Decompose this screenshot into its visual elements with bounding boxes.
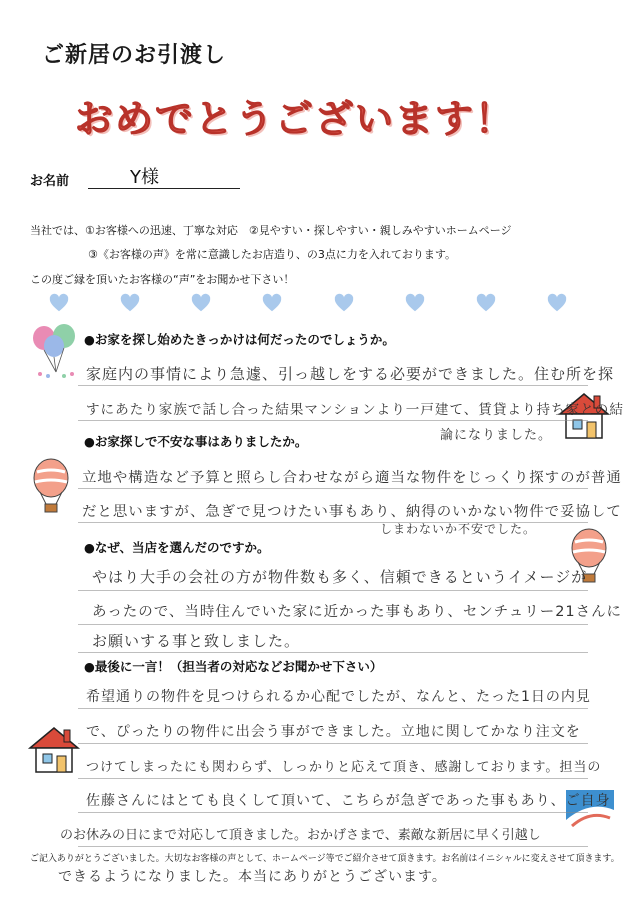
ruled-line — [78, 812, 588, 813]
name-label: お名前 — [30, 174, 70, 189]
ruled-line — [78, 624, 588, 625]
answer-1-line-1: 家庭内の事情により急遽、引っ越しをする必要ができました。住む所を探 — [86, 365, 615, 383]
answer-2-line-2: だと思いますが、急ぎで見つけたい事もあり、納得のいかない物件で妥協して — [82, 504, 622, 520]
house-icon — [26, 722, 82, 778]
answer-4-line-1: 希望通りの物件を見つけられるか心配でしたが、なんと、たった1日の内見 — [86, 689, 591, 705]
question-2: ●お家探しで不安な事はありましたか。 — [84, 434, 308, 449]
name-underline — [88, 188, 240, 189]
ruled-line — [78, 743, 588, 744]
hearts-row — [48, 292, 568, 318]
answer-4-line-2: で、ぴったりの物件に出会う事ができました。立地に関してかなり注文を — [86, 724, 581, 740]
ruled-line — [78, 778, 588, 779]
heart-icon — [546, 292, 568, 314]
question-1: ●お家を探し始めたきっかけは何だったのでしょうか。 — [84, 332, 395, 347]
ruled-line — [78, 590, 588, 591]
answer-4-line-3: つけてしまったにも関わらず、しっかりと応えて頂き、感謝しております。担当の — [86, 760, 602, 775]
ruled-line — [78, 420, 588, 421]
ruled-line — [78, 708, 588, 709]
heart-icon — [475, 292, 497, 314]
ruled-line — [78, 385, 588, 386]
answer-3-line-2: あったので、当時住んでいた家に近かった事もあり、センチュリー21さんに — [92, 604, 623, 620]
ruled-line — [78, 652, 588, 653]
intro-line-1: 当社では、①お客様への迅速、丁寧な対応 ②見やすい・探しやすい・親しみやすいホームページ — [30, 224, 512, 237]
answer-1-line-2: すにあたり家族で話し合った結果マンションより一戸建て、賃貸より持ち家との結 — [86, 402, 624, 418]
answer-2-line-1: 立地や構造など予算と照らし合わせながら適当な物件をじっくり探すのが普通 — [82, 470, 622, 486]
heart-icon — [190, 292, 212, 314]
name-value: Y様 — [130, 167, 159, 188]
heart-icon — [48, 292, 70, 314]
question-4: ●最後に一言！（担当者の対応などお聞かせ下さい） — [84, 659, 383, 674]
footer-closing: できるようになりました。本当にありがとうございます。 — [58, 869, 447, 885]
answer-3-line-3: お願いする事と致しました。 — [92, 632, 301, 650]
page-title: おめでとうございます！ — [75, 97, 516, 141]
intro-line-2: ③《お客様の声》を常に意識したお店造り、の3点に力を入れております。 — [88, 248, 456, 261]
footer-notice: ご記入ありがとうございました。大切なお客様の声として、ホームページ等でご紹介させて頂きます。お名前はイニシャルに変えさせて頂きます。 — [30, 854, 620, 864]
ruled-line — [78, 488, 588, 489]
answer-2-line-3: しまわないか不安でした。 — [380, 522, 537, 536]
question-3: ●なぜ、当店を選んだのですか。 — [84, 540, 270, 555]
balloons-icon — [30, 322, 86, 380]
intro-line-3: この度ご縁を頂いたお客様の“声”をお聞かせ下さい！ — [30, 273, 295, 286]
subtitle: ご新居のお引渡し — [42, 43, 227, 68]
hot-air-balloon-icon — [30, 458, 72, 516]
heart-icon — [261, 292, 283, 314]
answer-4-line-5: のお休みの日にまで対応して頂きました。おかげさまで、素敵な新居に早く引越し — [60, 828, 541, 843]
ruled-line — [78, 846, 588, 847]
answer-1-line-3: 論になりました。 — [440, 428, 553, 443]
answer-4-line-4: 佐藤さんにはとても良くして頂いて、こちらが急ぎであった事もあり、ご自身 — [86, 793, 611, 809]
heart-icon — [404, 292, 426, 314]
answer-3-line-1: やはり大手の会社の方が物件数も多く、信頼できるというイメージが — [92, 568, 588, 586]
heart-icon — [333, 292, 355, 314]
heart-icon — [119, 292, 141, 314]
